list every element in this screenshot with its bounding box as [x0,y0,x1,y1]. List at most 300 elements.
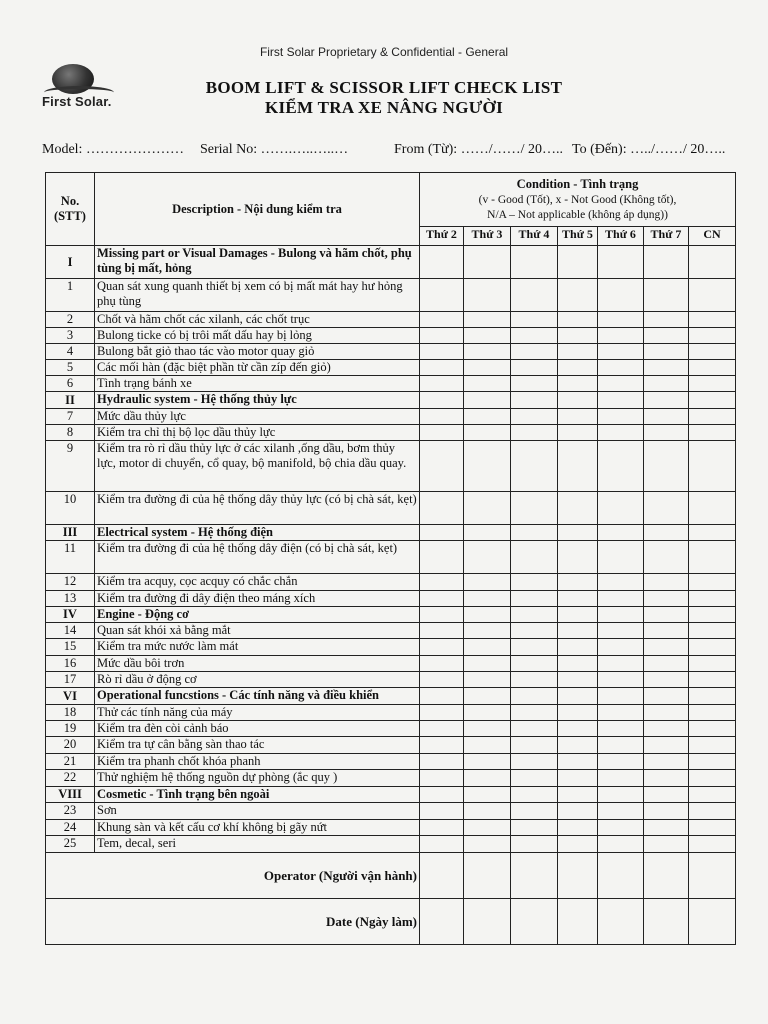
item-number: 12 [46,574,95,591]
condition-cell[interactable] [598,360,644,376]
condition-cell[interactable] [558,672,598,688]
item-number: 6 [46,376,95,392]
check-item-row [46,409,736,425]
condition-cell[interactable] [689,737,736,754]
condition-cell[interactable] [464,672,511,688]
condition-cell[interactable] [558,525,598,541]
condition-cell[interactable] [558,623,598,639]
item-description: Chốt và hãm chốt các xilanh, các chốt trục [95,312,420,328]
check-item-row [46,541,736,574]
item-description: Kiểm tra mức nước làm mát [95,639,420,656]
condition-cell[interactable] [464,770,511,787]
date-cell[interactable] [511,899,558,945]
condition-cell[interactable] [511,754,558,770]
condition-cell[interactable] [558,705,598,721]
from-date-field: From (Từ): ……/……/ 20….. [394,142,563,157]
condition-cell[interactable] [598,492,644,525]
condition-cell[interactable] [598,392,644,409]
condition-cell[interactable] [511,623,558,639]
condition-cell[interactable] [689,656,736,672]
condition-cell[interactable] [511,639,558,656]
item-description: Hydraulic system - Hệ thống thủy lực [95,392,420,409]
day-header: Thứ 2 [420,227,464,246]
condition-cell[interactable] [644,705,689,721]
condition-cell[interactable] [598,754,644,770]
condition-cell[interactable] [689,425,736,441]
condition-cell[interactable] [511,279,558,312]
condition-cell[interactable] [464,425,511,441]
condition-cell[interactable] [689,820,736,836]
condition-cell[interactable] [464,721,511,737]
condition-cell[interactable] [511,803,558,820]
item-number: 1 [46,279,95,312]
condition-cell[interactable] [464,279,511,312]
condition-cell[interactable] [420,705,464,721]
condition-cell[interactable] [644,441,689,492]
item-number: 18 [46,705,95,721]
check-item-row [46,328,736,344]
operator-cell[interactable] [420,853,464,899]
condition-cell[interactable] [598,525,644,541]
condition-cell[interactable] [511,392,558,409]
condition-cell[interactable] [420,672,464,688]
condition-cell[interactable] [598,246,644,279]
condition-cell[interactable] [689,246,736,279]
condition-cell[interactable] [464,820,511,836]
condition-cell[interactable] [511,688,558,705]
condition-cell[interactable] [598,279,644,312]
condition-cell[interactable] [464,312,511,328]
condition-cell[interactable] [644,591,689,607]
condition-cell[interactable] [644,492,689,525]
condition-cell[interactable] [464,541,511,574]
condition-cell[interactable] [464,623,511,639]
condition-cell[interactable] [420,656,464,672]
condition-cell[interactable] [464,344,511,360]
condition-cell[interactable] [598,705,644,721]
item-number: 10 [46,492,95,525]
condition-cell[interactable] [558,787,598,803]
condition-cell[interactable] [598,607,644,623]
condition-cell[interactable] [420,591,464,607]
condition-cell[interactable] [420,409,464,425]
condition-cell[interactable] [558,409,598,425]
condition-cell[interactable] [689,639,736,656]
condition-cell[interactable] [689,279,736,312]
condition-cell[interactable] [644,803,689,820]
condition-cell[interactable] [420,688,464,705]
condition-cell[interactable] [689,376,736,392]
operator-cell[interactable] [644,853,689,899]
condition-cell[interactable] [558,688,598,705]
check-item-row [46,441,736,492]
condition-cell[interactable] [689,360,736,376]
check-item-row [46,820,736,836]
condition-cell[interactable] [598,441,644,492]
condition-cell[interactable] [598,541,644,574]
condition-cell[interactable] [511,591,558,607]
condition-cell[interactable] [644,525,689,541]
condition-cell[interactable] [558,279,598,312]
condition-cell[interactable] [689,836,736,853]
condition-cell[interactable] [558,656,598,672]
check-item-row [46,574,736,591]
item-number: III [46,525,95,541]
condition-cell[interactable] [644,836,689,853]
condition-cell[interactable] [598,770,644,787]
condition-cell[interactable] [644,607,689,623]
condition-cell[interactable] [598,721,644,737]
condition-cell[interactable] [420,360,464,376]
condition-cell[interactable] [464,836,511,853]
check-item-row [46,672,736,688]
check-item-row [46,279,736,312]
condition-cell[interactable] [644,409,689,425]
condition-cell[interactable] [689,607,736,623]
operator-cell[interactable] [558,853,598,899]
condition-cell[interactable] [598,328,644,344]
condition-cell[interactable] [464,246,511,279]
operator-label: Operator (Người vận hành) [46,853,420,899]
condition-cell[interactable] [644,770,689,787]
item-number: VIII [46,787,95,803]
condition-cell[interactable] [644,312,689,328]
condition-cell[interactable] [598,836,644,853]
condition-cell[interactable] [511,770,558,787]
item-description: Sơn [95,803,420,820]
condition-cell[interactable] [644,328,689,344]
day-header: Thứ 6 [598,227,644,246]
condition-cell[interactable] [689,754,736,770]
condition-cell[interactable] [420,376,464,392]
day-header: Thứ 3 [464,227,511,246]
condition-cell[interactable] [420,820,464,836]
condition-cell[interactable] [558,541,598,574]
condition-cell[interactable] [511,672,558,688]
condition-cell[interactable] [420,803,464,820]
item-number: 8 [46,425,95,441]
condition-cell[interactable] [598,820,644,836]
condition-cell[interactable] [464,525,511,541]
condition-cell[interactable] [420,541,464,574]
condition-cell[interactable] [464,409,511,425]
section-row [46,246,736,279]
condition-cell[interactable] [689,492,736,525]
info-line [0,142,768,160]
item-description: Tem, decal, seri [95,836,420,853]
condition-cell[interactable] [464,705,511,721]
check-item-row [46,623,736,639]
item-number: 21 [46,754,95,770]
condition-cell[interactable] [558,754,598,770]
condition-cell[interactable] [558,607,598,623]
condition-cell[interactable] [511,409,558,425]
condition-cell[interactable] [644,344,689,360]
condition-cell[interactable] [558,246,598,279]
condition-cell[interactable] [420,639,464,656]
condition-cell[interactable] [511,574,558,591]
condition-cell[interactable] [464,591,511,607]
condition-cell[interactable] [511,376,558,392]
condition-cell[interactable] [464,492,511,525]
condition-cell[interactable] [420,623,464,639]
condition-cell[interactable] [464,392,511,409]
condition-cell[interactable] [511,836,558,853]
condition-cell[interactable] [511,525,558,541]
operator-cell[interactable] [511,853,558,899]
condition-cell[interactable] [511,721,558,737]
condition-cell[interactable] [598,688,644,705]
item-number: 14 [46,623,95,639]
condition-cell[interactable] [511,328,558,344]
item-description: Rò rỉ dầu ở động cơ [95,672,420,688]
date-cell[interactable] [464,899,511,945]
check-item-row [46,591,736,607]
condition-cell[interactable] [464,803,511,820]
condition-legend-1: (v - Good (Tốt), x - Not Good (Không tốt), [478,193,677,206]
condition-cell[interactable] [644,279,689,312]
condition-cell[interactable] [558,312,598,328]
condition-cell[interactable] [420,441,464,492]
condition-cell[interactable] [464,754,511,770]
item-description: Kiểm tra đường đi của hệ thống dây thủy lực (có bị chà sát, kẹt) [95,492,420,525]
condition-cell[interactable] [644,688,689,705]
condition-cell[interactable] [644,639,689,656]
item-number: 13 [46,591,95,607]
condition-cell[interactable] [644,656,689,672]
check-item-row [46,344,736,360]
checklist-table [45,172,736,945]
condition-cell[interactable] [464,688,511,705]
condition-cell[interactable] [689,803,736,820]
item-description: Cosmetic - Tình trạng bên ngoài [95,787,420,803]
condition-cell[interactable] [511,492,558,525]
condition-cell[interactable] [644,820,689,836]
condition-cell[interactable] [689,441,736,492]
condition-cell[interactable] [420,492,464,525]
condition-cell[interactable] [644,376,689,392]
condition-cell[interactable] [689,591,736,607]
condition-cell[interactable] [689,409,736,425]
condition-cell[interactable] [558,574,598,591]
item-description: Quan sát xung quanh thiết bị xem có bị mất mát hay hư hỏng phụ tùng [95,279,420,312]
condition-cell[interactable] [598,574,644,591]
condition-cell[interactable] [420,754,464,770]
condition-cell[interactable] [464,737,511,754]
condition-cell[interactable] [464,441,511,492]
condition-cell[interactable] [558,425,598,441]
serial-field: Serial No: …….…..…..… [200,142,349,157]
condition-cell[interactable] [420,328,464,344]
condition-cell[interactable] [464,787,511,803]
condition-cell[interactable] [558,770,598,787]
condition-cell[interactable] [464,574,511,591]
item-description: Kiểm tra phanh chốt khóa phanh [95,754,420,770]
operator-cell[interactable] [689,853,736,899]
item-description: Kiểm tra chỉ thị bộ lọc dầu thủy lực [95,425,420,441]
item-number: 20 [46,737,95,754]
condition-cell[interactable] [689,525,736,541]
condition-cell[interactable] [689,541,736,574]
item-number: IV [46,607,95,623]
condition-cell[interactable] [464,360,511,376]
condition-cell[interactable] [644,392,689,409]
item-description: Mức dầu thủy lực [95,409,420,425]
condition-cell[interactable] [511,360,558,376]
condition-cell[interactable] [644,541,689,574]
section-row [46,607,736,623]
condition-cell[interactable] [420,737,464,754]
item-number: 17 [46,672,95,688]
section-row [46,787,736,803]
condition-cell[interactable] [689,392,736,409]
condition-cell[interactable] [598,376,644,392]
condition-cell[interactable] [644,672,689,688]
condition-cell[interactable] [420,279,464,312]
date-cell[interactable] [598,899,644,945]
column-header-no: No. (STT) [46,173,95,246]
condition-cell[interactable] [558,441,598,492]
condition-cell[interactable] [511,787,558,803]
condition-cell[interactable] [558,803,598,820]
condition-cell[interactable] [558,721,598,737]
condition-cell[interactable] [689,672,736,688]
condition-cell[interactable] [598,787,644,803]
condition-cell[interactable] [420,246,464,279]
condition-cell[interactable] [511,705,558,721]
condition-cell[interactable] [511,737,558,754]
condition-cell[interactable] [644,721,689,737]
item-description: Kiểm tra acquy, cọc acquy có chắc chắn [95,574,420,591]
condition-cell[interactable] [464,639,511,656]
condition-cell[interactable] [644,246,689,279]
condition-cell[interactable] [420,836,464,853]
check-item-row [46,425,736,441]
condition-cell[interactable] [420,312,464,328]
date-cell[interactable] [558,899,598,945]
condition-cell[interactable] [464,328,511,344]
condition-cell[interactable] [558,836,598,853]
item-number: 19 [46,721,95,737]
date-cell[interactable] [420,899,464,945]
condition-cell[interactable] [420,787,464,803]
condition-cell[interactable] [558,591,598,607]
condition-cell[interactable] [558,328,598,344]
condition-cell[interactable] [644,623,689,639]
condition-cell[interactable] [689,574,736,591]
item-description: Kiểm tra đèn còi cảnh báo [95,721,420,737]
condition-cell[interactable] [511,607,558,623]
condition-cell[interactable] [464,376,511,392]
condition-cell[interactable] [598,409,644,425]
condition-cell[interactable] [689,770,736,787]
condition-cell[interactable] [689,721,736,737]
condition-cell[interactable] [644,787,689,803]
logo-text: First Solar. [42,94,112,109]
condition-cell[interactable] [644,360,689,376]
condition-cell[interactable] [598,656,644,672]
condition-cell[interactable] [558,639,598,656]
item-number: VI [46,688,95,705]
section-row [46,392,736,409]
condition-title: Condition - Tình trạng [516,176,639,191]
date-cell[interactable] [644,899,689,945]
condition-cell[interactable] [598,737,644,754]
condition-cell[interactable] [511,441,558,492]
title-english: BOOM LIFT & SCISSOR LIFT CHECK LIST [205,78,563,97]
check-item-row [46,836,736,853]
condition-cell[interactable] [558,344,598,360]
condition-cell[interactable] [598,672,644,688]
condition-cell[interactable] [689,623,736,639]
condition-cell[interactable] [511,656,558,672]
condition-cell[interactable] [511,541,558,574]
condition-cell[interactable] [420,721,464,737]
condition-cell[interactable] [598,312,644,328]
item-description: Kiểm tra rò rỉ dầu thủy lực ở các xilanh ,ống dầu, bơm thủy lực, motor di chuyển, cổ quay, bộ manifold, bộ chia dầu quay. [95,441,420,492]
condition-cell[interactable] [511,820,558,836]
title-vietnamese: KIỂM TRA XE NÂNG NGƯỜI [264,98,503,117]
condition-cell[interactable] [511,425,558,441]
condition-cell[interactable] [689,688,736,705]
condition-cell[interactable] [689,705,736,721]
condition-cell[interactable] [558,376,598,392]
condition-cell[interactable] [420,392,464,409]
condition-cell[interactable] [644,754,689,770]
condition-cell[interactable] [511,312,558,328]
condition-cell[interactable] [598,425,644,441]
condition-cell[interactable] [464,656,511,672]
condition-cell[interactable] [420,425,464,441]
condition-cell[interactable] [511,246,558,279]
condition-cell[interactable] [511,344,558,360]
section-row [46,525,736,541]
item-description: Kiểm tra tự cân bằng sàn thao tác [95,737,420,754]
condition-cell[interactable] [558,492,598,525]
date-cell[interactable] [689,899,736,945]
condition-cell[interactable] [598,344,644,360]
condition-cell[interactable] [689,312,736,328]
condition-cell[interactable] [644,737,689,754]
condition-cell[interactable] [689,328,736,344]
condition-cell[interactable] [689,344,736,360]
condition-cell[interactable] [558,820,598,836]
condition-cell[interactable] [558,737,598,754]
condition-cell[interactable] [598,591,644,607]
item-number: 25 [46,836,95,853]
condition-cell[interactable] [420,607,464,623]
operator-cell[interactable] [598,853,644,899]
condition-cell[interactable] [464,607,511,623]
check-item-row [46,360,736,376]
condition-cell[interactable] [420,344,464,360]
condition-cell[interactable] [420,770,464,787]
condition-cell[interactable] [598,639,644,656]
condition-cell[interactable] [689,787,736,803]
column-header-condition [420,173,736,227]
condition-cell[interactable] [644,574,689,591]
condition-cell[interactable] [420,574,464,591]
condition-cell[interactable] [558,360,598,376]
condition-cell[interactable] [420,525,464,541]
item-description: Mức dầu bôi trơn [95,656,420,672]
condition-cell[interactable] [644,425,689,441]
condition-cell[interactable] [558,392,598,409]
condition-cell[interactable] [598,803,644,820]
operator-cell[interactable] [464,853,511,899]
condition-cell[interactable] [598,623,644,639]
check-item-row [46,721,736,737]
